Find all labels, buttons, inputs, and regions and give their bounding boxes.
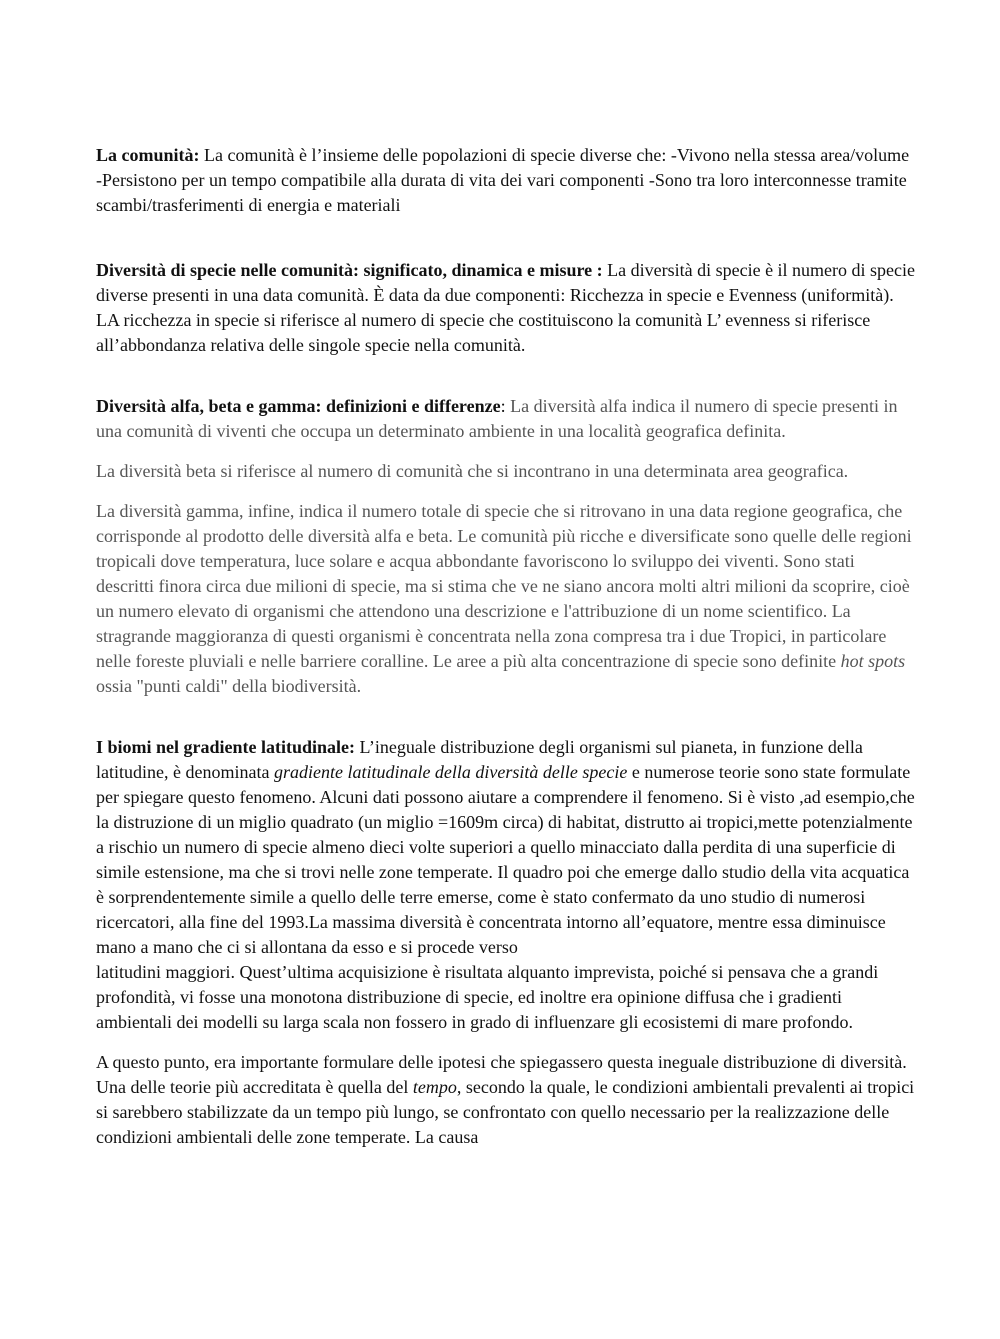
text-biomi-a: L’ineguale distribuzione degli organismi sul pianeta, in funzione della latitudine, è denominata [96,737,863,782]
heading-diversita-specie: Diversità di specie nelle comunità: significato, dinamica e misure : [96,260,603,280]
text-ipotesi-b: , secondo la quale, le condizioni ambientali prevalenti ai tropici si sarebbero stabilizzate da un tempo più lungo, se confrontato con quello necessario per la realizzazione delle condizioni ambientali delle zone temperate. La causa [96,1077,915,1147]
paragraph-alfa [96,394,916,444]
heading-colon: : [500,396,506,416]
text-biomi-b: e numerose teorie sono state formulate per spiegare questo fenomeno. Alcuni dati possono aiutare a comprendere il fenomeno. Si è visto ,ad esempio,che la distruzione di un miglio quadrato (un miglio =1609m circa) di habitat, distrutto ai tropici,mette potenzialmente a rischio un numero di specie almeno dieci volte superiori a quello minacciato dalla perdita di una superficie di simile estensione, ma che si trovi nelle zone temperate. Il quadro poi che emerge dallo studio della vita acquatica è sorprendentemente simile a quello delle terre emerse, come è stato confermato da uno studio di numerosi ricercatori, alla fine del 1993.La massima diversità è concentrata intorno all’equatore, mentre essa diminuisce mano a mano che ci si allontana da esso e si procede verso [96,762,915,957]
document-page [96,143,916,1150]
text-ipotesi-a: A questo punto, era importante formulare delle ipotesi che spiegassero questa ineguale distribuzione di diversità. Una delle teorie più accreditata è quella del [96,1052,907,1097]
paragraph-ipotesi [96,1050,916,1150]
text-gradiente-latitudinale: gradiente latitudinale della diversità delle specie [273,762,628,782]
text-biomi-c: latitudini maggiori. Quest’ultima acquisizione è risultata alquanto imprevista, poiché si pensava che a grandi profondità, vi fosse una monotona distribuzione di specie, ed inoltre era opinione diffusa che i gradienti ambientali dei modelli su larga scala non fossero in grado di influenzare gli ecosistemi di mare profondo. [96,962,879,1032]
text-alfa: La diversità alfa indica il numero di specie presenti in una comunità di viventi che occupa un determinato ambiente in una località geografica definita. [96,396,898,441]
paragraph-biomi [96,735,916,1035]
heading-biomi: I biomi nel gradiente latitudinale: [96,737,356,757]
text-gamma-b: ossia "punti caldi" della biodiversità. [96,676,362,696]
text-diversita-specie: La diversità di specie è il numero di specie diverse presenti in una data comunità. È data da due componenti: Ricchezza in specie e Evenness (uniformità). LA ricchezza in specie si riferisce al numero di specie che costituiscono la comunità L’ evenness si riferisce all’abbondanza relativa delle singole specie nella comunità. [96,260,916,355]
heading-alfa-beta-gamma: Diversità alfa, beta e gamma: definizioni e differenze [96,396,501,416]
text-tempo: tempo [412,1077,457,1097]
text-gamma-a: La diversità gamma, infine, indica il numero totale di specie che si ritrovano in una data regione geografica, che corrisponde al prodotto delle diversità alfa e beta. Le comunità più ricche e diversificate sono quelle delle regioni tropicali dove temperatura, luce solare e acqua abbondante favoriscono lo sviluppo dei viventi. Sono stati descritti finora circa due milioni di specie, ma si stima che ve ne siano ancora molti altri milioni da scoprire, cioè un numero elevato di organismi che attendono una descrizione e l'attribuzione di un nome scientifico. La stragrande maggioranza di questi organismi è concentrata nella zona compresa tra i due Tropici, in particolare nelle foreste pluviali e nelle barriere coralline. Le aree a più alta concentrazione di specie sono definite [96,501,912,671]
paragraph-diversita-specie [96,258,916,358]
paragraph-beta: La diversità beta si riferisce al numero di comunità che si incontrano in una determinata area geografica. [96,461,849,481]
paragraph-comunita [96,143,916,218]
heading-comunita: La comunità: [96,145,200,165]
paragraph-gamma [96,499,916,699]
text-hot-spots: hot spots [840,651,906,671]
text-comunita: La comunità è l’insieme delle popolazioni di specie diverse che: -Vivono nella stessa area/volume -Persistono per un tempo compatibile alla durata di vita dei vari componenti -Sono tra loro interconnesse tramite scambi/trasferimenti di energia e materiali [96,145,910,215]
